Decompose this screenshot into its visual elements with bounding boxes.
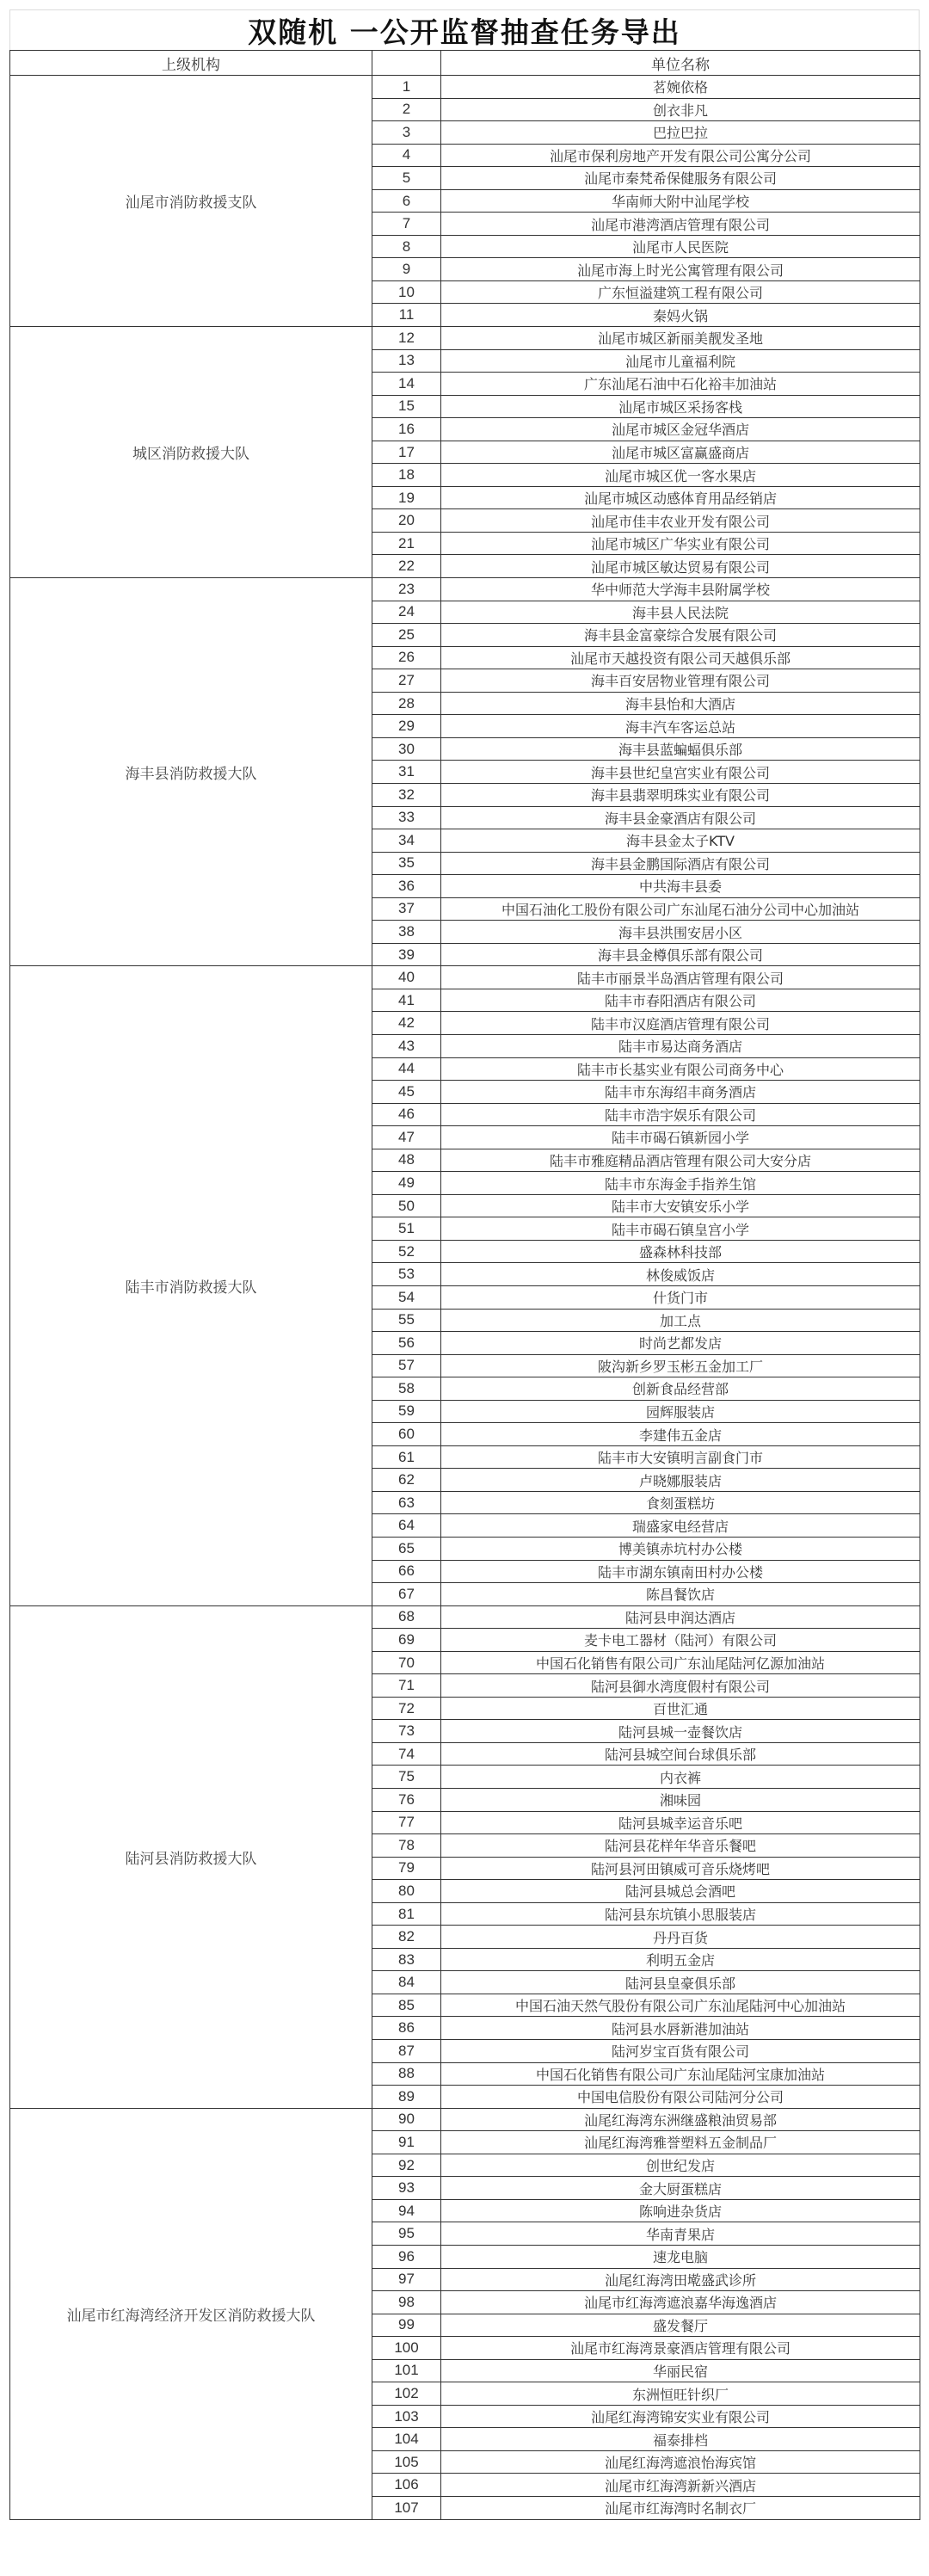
parent-org-cell: 海丰县消防救援大队 [10,578,372,966]
unit-name-cell: 陆河县东坑镇小思服装店 [441,1902,920,1926]
unit-name-cell: 华中师范大学海丰县附属学校 [441,578,920,601]
row-number-cell: 103 [372,2405,441,2428]
row-number-cell: 83 [372,1948,441,1971]
unit-name-cell: 陆丰市碣石镇皇宫小学 [441,1217,920,1241]
row-number-cell: 26 [372,646,441,669]
row-number-cell: 94 [372,2199,441,2222]
row-number-cell: 41 [372,989,441,1012]
row-number-cell: 47 [372,1126,441,1149]
row-number-cell: 49 [372,1172,441,1195]
row-number-cell: 56 [372,1332,441,1355]
table-row [10,76,920,99]
row-number-cell: 20 [372,509,441,533]
unit-name-cell: 中共海丰县委 [441,875,920,898]
row-number-cell: 44 [372,1057,441,1081]
unit-name-cell: 汕尾市港湾酒店管理有限公司 [441,213,920,236]
unit-name-cell: 林俊威饭店 [441,1263,920,1286]
unit-name-cell: 汕尾市海上时光公寓管理有限公司 [441,258,920,281]
row-number-cell: 30 [372,737,441,761]
unit-name-cell: 汕尾市佳丰农业开发有限公司 [441,509,920,533]
row-number-cell: 69 [372,1629,441,1652]
row-number-cell: 1 [372,76,441,99]
row-number-cell: 42 [372,1012,441,1035]
parent-org-cell: 城区消防救援大队 [10,327,372,578]
title-row [9,9,920,50]
column-header-unit-name: 单位名称 [441,51,920,76]
unit-name-cell: 陆丰市浩宇娱乐有限公司 [441,1103,920,1126]
unit-name-cell: 百世汇通 [441,1697,920,1720]
parent-org-cell: 汕尾市红海湾经济开发区消防救援大队 [10,2108,372,2519]
unit-name-cell: 汕尾市城区动感体育用品经销店 [441,486,920,509]
unit-name-cell: 时尚艺都发店 [441,1332,920,1355]
unit-name-cell: 广东恒溢建筑工程有限公司 [441,280,920,304]
unit-name-cell: 广东汕尾石油中石化裕丰加油站 [441,373,920,396]
row-number-cell: 61 [372,1445,441,1469]
row-number-cell: 52 [372,1240,441,1263]
row-number-cell: 43 [372,1034,441,1057]
unit-name-cell: 创新食品经营部 [441,1377,920,1401]
row-number-cell: 35 [372,852,441,875]
unit-name-cell: 汕尾红海湾遮浪怡海宾馆 [441,2450,920,2474]
row-number-cell: 17 [372,441,441,464]
unit-name-cell: 汕尾市城区优一客水果店 [441,464,920,487]
row-number-cell: 16 [372,418,441,441]
row-number-cell: 85 [372,1994,441,2017]
row-number-cell: 59 [372,1400,441,1423]
unit-name-cell: 茗婉依格 [441,76,920,99]
unit-name-cell: 陆河县河田镇威可音乐烧烤吧 [441,1857,920,1880]
row-number-cell: 67 [372,1583,441,1606]
row-number-cell: 32 [372,783,441,806]
row-number-cell: 77 [372,1811,441,1834]
row-number-cell: 2 [372,98,441,121]
row-number-cell: 18 [372,464,441,487]
row-number-cell: 19 [372,486,441,509]
table-row [10,578,920,601]
unit-name-cell: 陂沟新乡罗玉彬五金加工厂 [441,1354,920,1377]
unit-name-cell: 汕尾市人民医院 [441,235,920,258]
row-number-cell: 105 [372,2450,441,2474]
unit-name-cell: 秦妈火锅 [441,304,920,327]
table-body [10,76,920,2520]
row-number-cell: 11 [372,304,441,327]
row-number-cell: 7 [372,213,441,236]
unit-name-cell: 汕尾市红海湾遮浪嘉华海逸酒店 [441,2291,920,2314]
row-number-cell: 38 [372,921,441,944]
row-number-cell: 51 [372,1217,441,1241]
unit-name-cell: 汕尾市红海湾景豪酒店管理有限公司 [441,2337,920,2360]
table-row [10,2108,920,2131]
row-number-cell: 76 [372,1789,441,1812]
row-number-cell: 48 [372,1149,441,1172]
spreadsheet-export [9,9,920,2520]
row-number-cell: 104 [372,2428,441,2451]
unit-name-cell: 陆河县城总会酒吧 [441,1880,920,1903]
unit-name-cell: 丹丹百货 [441,1926,920,1949]
unit-name-cell: 内衣裤 [441,1766,920,1789]
unit-name-cell: 陈昌餐饮店 [441,1583,920,1606]
row-number-cell: 64 [372,1514,441,1538]
row-number-cell: 92 [372,2154,441,2177]
row-number-cell: 10 [372,280,441,304]
row-number-cell: 57 [372,1354,441,1377]
unit-name-cell: 什货门市 [441,1285,920,1309]
row-number-cell: 3 [372,121,441,145]
row-number-cell: 5 [372,167,441,190]
row-number-cell: 70 [372,1651,441,1674]
unit-name-cell: 陆河县城一壶餐饮店 [441,1720,920,1743]
row-number-cell: 21 [372,532,441,555]
row-number-cell: 27 [372,669,441,693]
unit-name-cell: 汕尾市城区采扬客栈 [441,395,920,418]
row-number-cell: 81 [372,1902,441,1926]
unit-name-cell: 盛发餐厅 [441,2314,920,2337]
row-number-cell: 29 [372,715,441,738]
unit-name-cell: 陆丰市易达商务酒店 [441,1034,920,1057]
unit-name-cell: 李建伟五金店 [441,1423,920,1446]
table-row [10,1605,920,1629]
unit-name-cell: 东洲恒旺针织厂 [441,2382,920,2406]
unit-name-cell: 海丰县怡和大酒店 [441,692,920,715]
unit-name-cell: 汕尾市城区富赢盛商店 [441,441,920,464]
row-number-cell: 55 [372,1309,441,1332]
column-header-org: 上级机构 [10,51,372,76]
unit-name-cell: 海丰县世纪皇宫实业有限公司 [441,761,920,784]
unit-name-cell: 陆丰市汉庭酒店管理有限公司 [441,1012,920,1035]
unit-name-cell: 海丰县金樽俱乐部有限公司 [441,943,920,966]
column-header-number [372,51,441,76]
row-number-cell: 60 [372,1423,441,1446]
parent-org-cell: 陆丰市消防救援大队 [10,966,372,1605]
row-number-cell: 101 [372,2359,441,2382]
unit-name-cell: 华丽民宿 [441,2359,920,2382]
parent-org-cell: 汕尾市消防救援支队 [10,76,372,327]
unit-name-cell: 陆丰市东海金手指养生馆 [441,1172,920,1195]
unit-name-cell: 金大厨蛋糕店 [441,2177,920,2200]
unit-name-cell: 园辉服装店 [441,1400,920,1423]
row-number-cell: 46 [372,1103,441,1126]
row-number-cell: 72 [372,1697,441,1720]
row-number-cell: 73 [372,1720,441,1743]
unit-name-cell: 海丰县人民法院 [441,601,920,624]
unit-name-cell: 海丰县金富豪综合发展有限公司 [441,624,920,647]
row-number-cell: 95 [372,2222,441,2246]
task-table [9,50,920,2520]
unit-name-cell: 海丰县金豪酒店有限公司 [441,806,920,829]
unit-name-cell: 陆丰市春阳酒店有限公司 [441,989,920,1012]
row-number-cell: 107 [372,2496,441,2519]
row-number-cell: 63 [372,1491,441,1514]
unit-name-cell: 巴拉巴拉 [441,121,920,145]
row-number-cell: 4 [372,144,441,167]
row-number-cell: 58 [372,1377,441,1401]
unit-name-cell: 陆河岁宝百货有限公司 [441,2040,920,2063]
unit-name-cell: 汕尾市红海湾时名制衣厂 [441,2496,920,2519]
unit-name-cell: 创世纪发店 [441,2154,920,2177]
row-number-cell: 80 [372,1880,441,1903]
row-number-cell: 96 [372,2245,441,2268]
unit-name-cell: 陆河县城幸运音乐吧 [441,1811,920,1834]
row-number-cell: 65 [372,1538,441,1561]
unit-name-cell: 海丰县金鹏国际酒店有限公司 [441,852,920,875]
unit-name-cell: 陆丰市碣石镇新园小学 [441,1126,920,1149]
unit-name-cell: 汕尾市城区金冠华酒店 [441,418,920,441]
unit-name-cell: 加工点 [441,1309,920,1332]
row-number-cell: 12 [372,327,441,350]
row-number-cell: 8 [372,235,441,258]
unit-name-cell: 陆丰市东海绍丰商务酒店 [441,1081,920,1104]
row-number-cell: 14 [372,373,441,396]
row-number-cell: 75 [372,1766,441,1789]
unit-name-cell: 创衣非凡 [441,98,920,121]
unit-name-cell: 海丰县蓝蝙蝠俱乐部 [441,737,920,761]
row-number-cell: 23 [372,578,441,601]
page-title: 双随机 一公开监督抽查任务导出 [248,15,681,49]
unit-name-cell: 海丰县翡翠明珠实业有限公司 [441,783,920,806]
row-number-cell: 88 [372,2062,441,2086]
row-number-cell: 82 [372,1926,441,1949]
unit-name-cell: 汕尾市红海湾新新兴酒店 [441,2474,920,2497]
unit-name-cell: 陆河县花样年华音乐餐吧 [441,1834,920,1858]
row-number-cell: 89 [372,2086,441,2109]
unit-name-cell: 麦卡电工器材（陆河）有限公司 [441,1629,920,1652]
row-number-cell: 84 [372,1971,441,1994]
unit-name-cell: 汕尾市城区广华实业有限公司 [441,532,920,555]
row-number-cell: 78 [372,1834,441,1858]
unit-name-cell: 海丰县金太子KTV [441,829,920,853]
row-number-cell: 39 [372,943,441,966]
row-number-cell: 66 [372,1560,441,1583]
unit-name-cell: 陆河县申润达酒店 [441,1605,920,1629]
row-number-cell: 79 [372,1857,441,1880]
row-number-cell: 33 [372,806,441,829]
unit-name-cell: 中国石化销售有限公司广东汕尾陆河宝康加油站 [441,2062,920,2086]
row-number-cell: 50 [372,1194,441,1217]
row-number-cell: 25 [372,624,441,647]
row-number-cell: 45 [372,1081,441,1104]
table-row [10,327,920,350]
unit-name-cell: 湘味园 [441,1789,920,1812]
row-number-cell: 97 [372,2268,441,2291]
unit-name-cell: 陆丰市大安镇安乐小学 [441,1194,920,1217]
unit-name-cell: 汕尾红海湾雅誉塑料五金制品厂 [441,2131,920,2154]
row-number-cell: 99 [372,2314,441,2337]
row-number-cell: 34 [372,829,441,853]
table-row [10,966,920,989]
unit-name-cell: 汕尾红海湾东洲继盛粮油贸易部 [441,2108,920,2131]
unit-name-cell: 华南师大附中汕尾学校 [441,189,920,213]
row-number-cell: 36 [372,875,441,898]
row-number-cell: 91 [372,2131,441,2154]
row-number-cell: 6 [372,189,441,213]
unit-name-cell: 陆河县城空间台球俱乐部 [441,1742,920,1766]
unit-name-cell: 福泰排档 [441,2428,920,2451]
unit-name-cell: 陆丰市雅庭精品酒店管理有限公司大安分店 [441,1149,920,1172]
row-number-cell: 40 [372,966,441,989]
row-number-cell: 98 [372,2291,441,2314]
row-number-cell: 9 [372,258,441,281]
unit-name-cell: 博美镇赤坑村办公楼 [441,1538,920,1561]
unit-name-cell: 陆丰市大安镇明言副食门市 [441,1445,920,1469]
row-number-cell: 31 [372,761,441,784]
unit-name-cell: 汕尾红海湾田墘盛武诊所 [441,2268,920,2291]
unit-name-cell: 陆河县皇豪俱乐部 [441,1971,920,1994]
row-number-cell: 54 [372,1285,441,1309]
row-number-cell: 22 [372,555,441,578]
unit-name-cell: 汕尾市城区敏达贸易有限公司 [441,555,920,578]
unit-name-cell: 食刻蛋糕坊 [441,1491,920,1514]
row-number-cell: 87 [372,2040,441,2063]
unit-name-cell: 陆丰市湖东镇南田村办公楼 [441,1560,920,1583]
row-number-cell: 100 [372,2337,441,2360]
unit-name-cell: 速龙电脑 [441,2245,920,2268]
unit-name-cell: 汕尾市天越投资有限公司天越俱乐部 [441,646,920,669]
unit-name-cell: 陆丰市丽景半岛酒店管理有限公司 [441,966,920,989]
unit-name-cell: 卢晓娜服装店 [441,1469,920,1492]
unit-name-cell: 陆河县御水湾度假村有限公司 [441,1674,920,1698]
unit-name-cell: 中国石油天然气股份有限公司广东汕尾陆河中心加油站 [441,1994,920,2017]
unit-name-cell: 海丰汽车客运总站 [441,715,920,738]
row-number-cell: 90 [372,2108,441,2131]
unit-name-cell: 汕尾市城区新丽美靓发圣地 [441,327,920,350]
row-number-cell: 37 [372,897,441,921]
unit-name-cell: 陆河县水唇新港加油站 [441,2017,920,2040]
row-number-cell: 13 [372,349,441,373]
unit-name-cell: 陆丰市长基实业有限公司商务中心 [441,1057,920,1081]
row-number-cell: 71 [372,1674,441,1698]
unit-name-cell: 瑞盛家电经营店 [441,1514,920,1538]
unit-name-cell: 汕尾红海湾锦安实业有限公司 [441,2405,920,2428]
unit-name-cell: 海丰县洪围安居小区 [441,921,920,944]
unit-name-cell: 华南青果店 [441,2222,920,2246]
row-number-cell: 28 [372,692,441,715]
unit-name-cell: 中国电信股份有限公司陆河分公司 [441,2086,920,2109]
row-number-cell: 53 [372,1263,441,1286]
row-number-cell: 102 [372,2382,441,2406]
row-number-cell: 62 [372,1469,441,1492]
row-number-cell: 15 [372,395,441,418]
unit-name-cell: 陈响进杂货店 [441,2199,920,2222]
unit-name-cell: 汕尾市保利房地产开发有限公司公寓分公司 [441,144,920,167]
unit-name-cell: 中国石化销售有限公司广东汕尾陆河亿源加油站 [441,1651,920,1674]
unit-name-cell: 盛森林科技部 [441,1240,920,1263]
row-number-cell: 86 [372,2017,441,2040]
unit-name-cell: 汕尾市儿童福利院 [441,349,920,373]
row-number-cell: 106 [372,2474,441,2497]
row-number-cell: 24 [372,601,441,624]
unit-name-cell: 中国石油化工股份有限公司广东汕尾石油分公司中心加油站 [441,897,920,921]
unit-name-cell: 汕尾市秦梵希保健服务有限公司 [441,167,920,190]
row-number-cell: 68 [372,1605,441,1629]
parent-org-cell: 陆河县消防救援大队 [10,1605,372,2108]
unit-name-cell: 海丰百安居物业管理有限公司 [441,669,920,693]
row-number-cell: 74 [372,1742,441,1766]
header-row [10,51,920,76]
unit-name-cell: 利明五金店 [441,1948,920,1971]
row-number-cell: 93 [372,2177,441,2200]
